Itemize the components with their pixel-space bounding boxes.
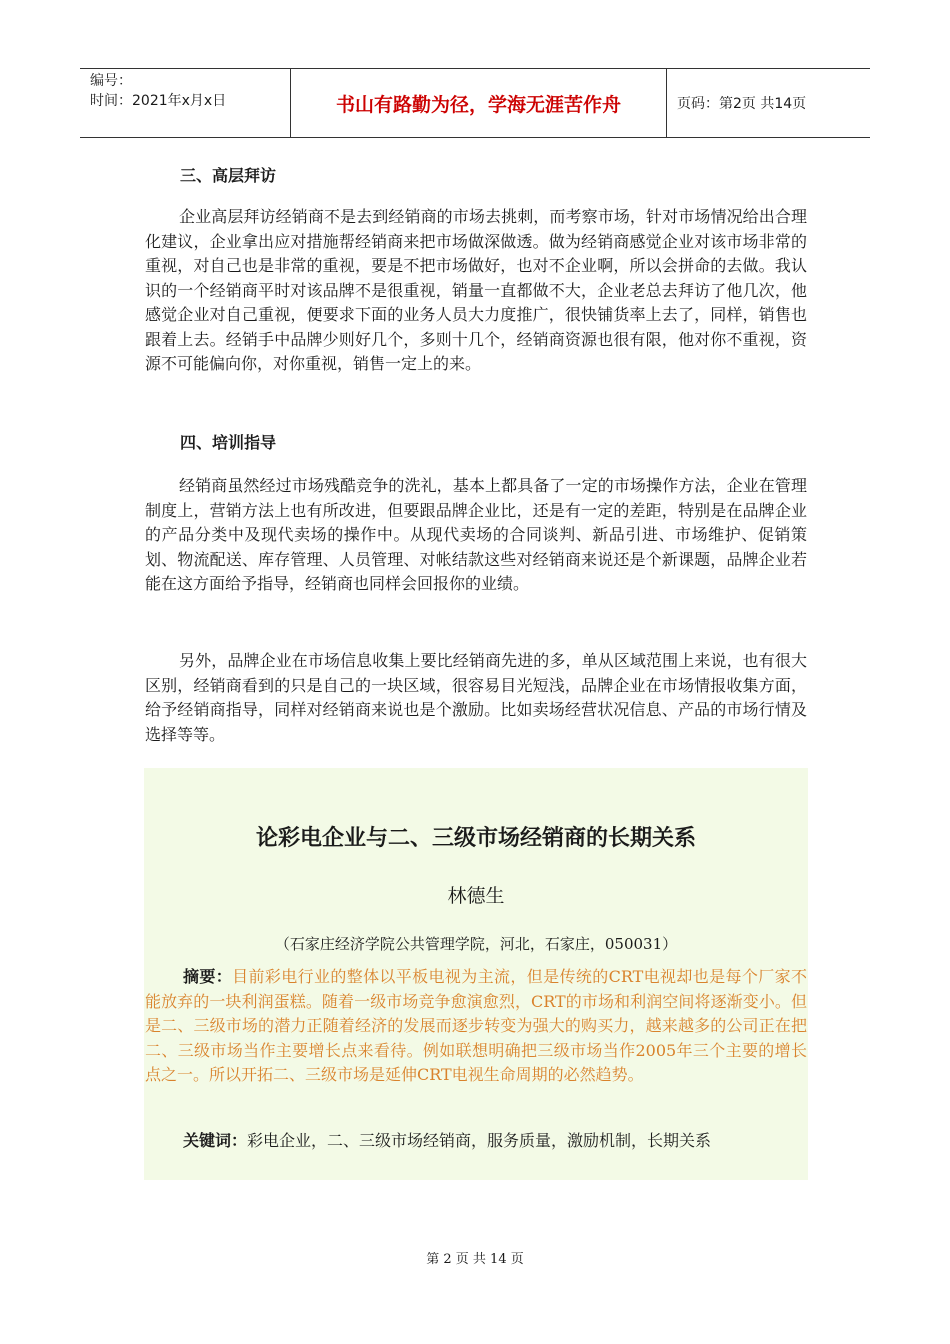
keywords-text: 彩电企业，二、三级市场经销商，服务质量，激励机制，长期关系 [247,1131,712,1150]
article-author: 林德生 [447,885,505,907]
header-motto: 书山有路勤为径，学海无涯苦作舟 [291,69,667,137]
abstract-text: 目前彩电行业的整体以平板电视为主流，但是传统的CRT电视却也是每个厂家不能放弃的一块利润蛋糕。随着一级市场竞争愈演愈烈，CRT的市场和利润空间将逐渐变小。但是二、三级市场的潜力正随着经济的发展而逐步转变为强大的购买力，越来越多的公司正在把二、三级市场当作主要增长点来看待。例如联想明确把三级市场当作2005年三个主要的增长点之一。所以开拓二、三级市场是延伸CRT电视生命周期的必然趋势。 [145,967,807,1084]
document-header [80,68,870,138]
keywords-label: 关键词： [183,1131,248,1150]
article-abstract [145,965,807,1088]
header-meta [80,69,291,137]
section-heading: 四、培训指导 [180,433,277,452]
date-label: 时间：2021年x月x日 [90,93,227,109]
page-footer: 第 2 页 共 14 页 [426,1252,524,1267]
article-title: 论彩电企业与二、三级市场经销商的长期关系 [255,826,696,851]
abstract-label: 摘要： [183,967,233,986]
section-heading: 三、高层拜访 [180,166,277,185]
section-paragraph: 经销商虽然经过市场残酷竞争的洗礼，基本上都具备了一定的市场操作方法，企业在管理制度上，营销方法上也有所改进，但要跟品牌企业比，还是有一定的差距，特别是在品牌企业的产品分类中及现代卖场的操作中。从现代卖场的合同谈判、新品引进、市场维护、促销策划、物流配送、库存管理、人员管理、对帐结款这些对经销商来说还是个新课题，品牌企业若能在这方面给予指导，经销商也同样会回报你的业绩。 [145,476,807,593]
number-label: 编号： [90,73,132,89]
article-keywords [145,1129,807,1154]
header-page-info: 页码：第2页 共14页 [677,96,807,112]
section-paragraph: 另外，品牌企业在市场信息收集上要比经销商先进的多，单从区域范围上来说，也有很大区别，经销商看到的只是自己的一块区域，很容易目光短浅，品牌企业在市场情报收集方面，给予经销商指导，同样对经销商来说也是个激励。比如卖场经营状况信息、产品的市场行情及选择等等。 [145,651,807,744]
section-paragraph: 企业高层拜访经销商不是去到经销商的市场去挑刺，而考察市场，针对市场情况给出合理化建议，企业拿出应对措施帮经销商来把市场做深做透。做为经销商感觉企业对该市场非常的重视，对自己也是非常的重视，要是不把市场做好，也对不企业啊，所以会拼命的去做。我认识的一个经销商平时对该品牌不是很重视，销量一直都做不大，企业老总去拜访了他几次，他感觉企业对自己重视，便要求下面的业务人员大力度推广，很快铺货率上去了，同样，销售也跟着上去。经销手中品牌少则好几个，多则十几个，经销商资源也很有限，他对你不重视，资源不可能偏向你，对你重视，销售一定上的来。 [145,207,807,373]
article-affiliation: （石家庄经济学院公共管理学院，河北，石家庄，050031） [274,935,678,953]
article-abstract-box [144,768,808,1180]
